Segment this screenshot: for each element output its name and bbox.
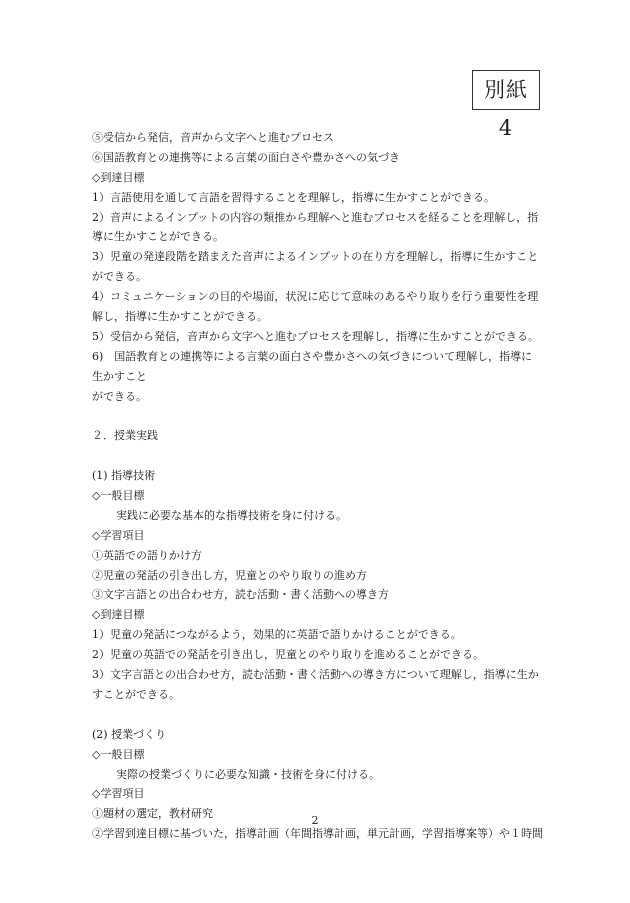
list-item-continuation: 導に生かすことができる。: [92, 230, 224, 244]
section-heading: ◇一般目標: [92, 489, 145, 503]
list-item: ②学習到達目標に基づいた，指導計画（年間指導計画，単元計画，学習指導案等）や１時間: [92, 827, 543, 841]
list-item: ①題材の選定，教材研究: [92, 807, 213, 821]
list-item-continuation: ができる。: [92, 270, 147, 284]
attachment-label: 別紙 4: [472, 70, 540, 110]
list-item: ①英語での語りかけ方: [92, 548, 202, 562]
section-title: ２．授業実践: [92, 429, 158, 443]
list-item: 3）児童の発達段階を踏まえた音声によるインプットの在り方を理解し，指導に生かすこと: [92, 250, 539, 264]
section-heading: ◇学習項目: [92, 787, 145, 801]
list-item: 1）言語使用を通して言語を習得することを理解し，指導に生かすことができる。: [92, 190, 495, 204]
list-item: ②児童の発話の引き出し方，児童とのやり取りの進め方: [92, 568, 367, 582]
subsection-title: (1) 指導技術: [92, 469, 156, 483]
spacer: [92, 705, 544, 725]
document-body: [92, 128, 544, 844]
list-item-continuation: ができる。: [92, 389, 147, 403]
list-item-continuation: 解し，指導に生かすことができる。: [92, 310, 268, 324]
section-heading: ◇学習項目: [92, 528, 145, 542]
list-item: 3）文字言語との出合わせ方，読む活動・書く活動への導き方について理解し，指導に生か: [92, 668, 539, 682]
subsection-title: (2) 授業づくり: [92, 727, 167, 741]
list-item: ⑥国語教育との連携等による言葉の面白さや豊かさへの気づき: [92, 150, 400, 164]
paragraph: 実践に必要な基本的な指導技術を身に付ける。: [116, 508, 347, 522]
list-item: ③文字言語との出合わせ方，読む活動・書く活動への導き方: [92, 588, 389, 602]
list-item: 6) 国語教育との連携等による言葉の面白さや豊かさへの気づきについて理解し，指導に: [92, 349, 533, 363]
section-heading: ◇一般目標: [92, 747, 145, 761]
list-item-continuation: すことができる。: [92, 687, 180, 701]
list-item: 2）音声によるインプットの内容の類推から理解へと進むプロセスを経ることを理解し，指: [92, 210, 539, 224]
page-number: 2: [311, 814, 319, 827]
section-heading: ◇到達目標: [92, 608, 145, 622]
list-item: 5）受信から発信，音声から文字へと進むプロセスを理解し，指導に生かすことができる。: [92, 329, 539, 343]
list-item: 4）コミュニケーションの目的や場面，状況に応じて意味のあるやり取りを行う重要性を理: [92, 290, 539, 304]
paragraph: 実際の授業づくりに必要な知識・技術を身に付ける。: [116, 767, 380, 781]
list-item: 1）児童の発話につながるよう，効果的に英語で語りかけることができる。: [92, 628, 462, 642]
list-item: ⑤受信から発信，音声から文字へと進むプロセス: [92, 131, 334, 144]
spacer: [92, 406, 544, 426]
section-heading: ◇到達目標: [92, 170, 145, 184]
list-item-continuation: 生かすこと: [92, 369, 147, 383]
spacer: [92, 446, 544, 466]
list-item: 2）児童の英語での発話を引き出し，児童とのやり取りを進めることができる。: [92, 648, 484, 662]
